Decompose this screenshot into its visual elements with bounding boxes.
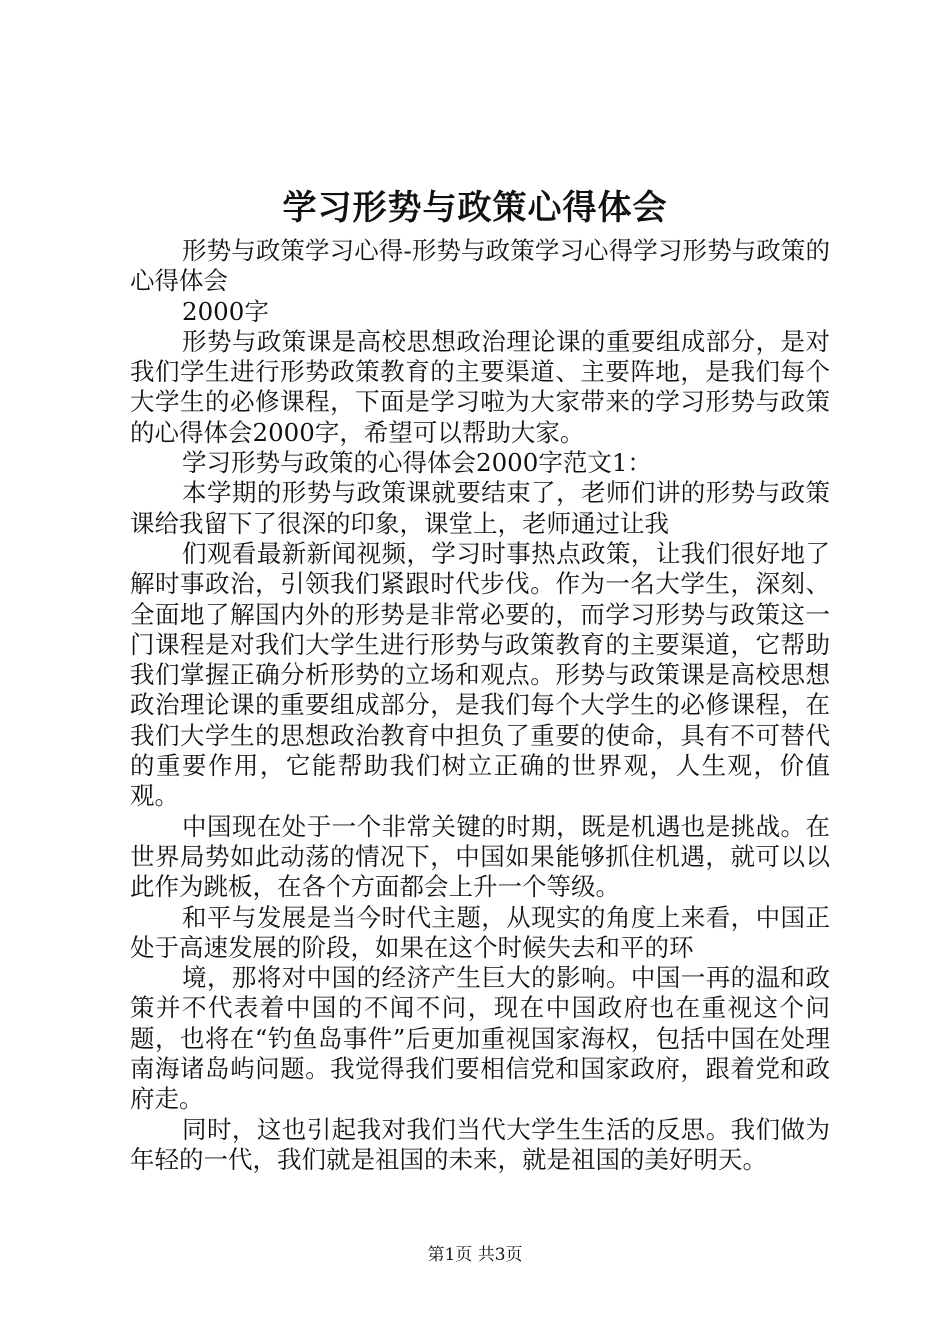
paragraph: 同时，这也引起我对我们当代大学生生活的反思。我们做为年轻的一代，我们就是祖国的未来，就是祖国的美好明天。 bbox=[130, 1114, 830, 1174]
paragraph: 本学期的形势与政策课就要结束了，老师们讲的形势与政策课给我留下了很深的印象，课堂上，老师通过让我 bbox=[130, 478, 830, 538]
document-body bbox=[130, 236, 830, 1175]
paragraph: 中国现在处于一个非常关键的时期，既是机遇也是挑战。在世界局势如此动荡的情况下，中国如果能够抓住机遇，就可以以此作为跳板，在各个方面都会上升一个等级。 bbox=[130, 811, 830, 902]
paragraph: 学习形势与政策的心得体会2000字范文1： bbox=[182, 448, 652, 478]
document-title: 学习形势与政策心得体会 bbox=[282, 188, 668, 228]
paragraph: 境，那将对中国的经济产生巨大的影响。中国一再的温和政策并不代表着中国的不闻不问，现在中国政府也在重视这个问题，也将在“钓鱼岛事件”后更加重视国家海权，包括中国在处理南海诸岛屿问题。我觉得我们要相信党和国家政府，跟着党和政府走。 bbox=[130, 963, 830, 1114]
paragraph: 们观看最新新闻视频，学习时事热点政策，让我们很好地了解时事政治，引领我们紧跟时代步伐。作为一名大学生，深刻、全面地了解国内外的形势是非常必要的，而学习形势与政策这一门课程是对我们大学生进行形势与政策教育的主要渠道，它帮助我们掌握正确分析形势的立场和观点。形势与政策课是高校思想政治理论课的重要组成部分，是我们每个大学生的必修课程，在我们大学生的思想政治教育中担负了重要的使命，具有不可替代的重要作用，它能帮助我们树立正确的世界观，人生观，价值观。 bbox=[130, 538, 830, 811]
page-footer: 第1页 共3页 bbox=[427, 1245, 523, 1265]
paragraph: 形势与政策课是高校思想政治理论课的重要组成部分，是对我们学生进行形势政策教育的主要渠道、主要阵地，是我们每个大学生的必修课程，下面是学习啦为大家带来的学习形势与政策的心得体会2000字，希望可以帮助大家。 bbox=[130, 326, 830, 447]
paragraph: 2000字 bbox=[182, 296, 269, 326]
paragraph: 形势与政策学习心得-形势与政策学习心得学习形势与政策的心得体会 bbox=[130, 236, 830, 296]
paragraph: 和平与发展是当今时代主题，从现实的角度上来看，中国正处于高速发展的阶段，如果在这个时候失去和平的环 bbox=[130, 902, 830, 962]
